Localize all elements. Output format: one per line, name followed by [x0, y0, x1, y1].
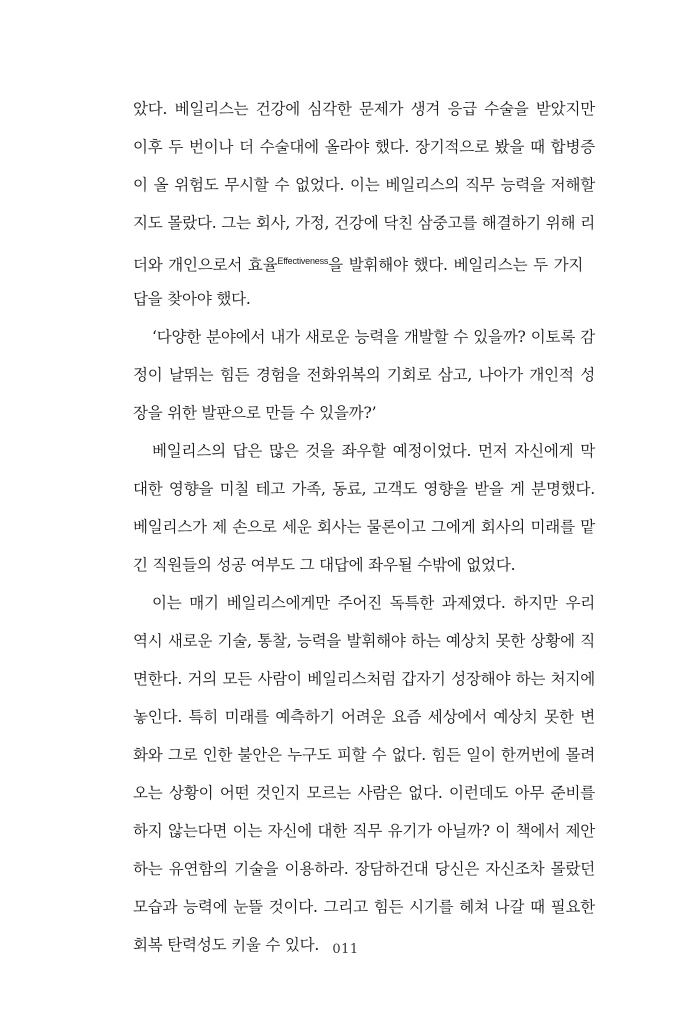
page-number: 011 — [332, 942, 359, 957]
text-segment: 더와 개인으로서 효율 — [133, 256, 278, 274]
text-segment: 을 발휘해야 했다. 베일리스는 두 가지 — [328, 256, 584, 274]
text-line: 이 올 위험도 무시할 수 없었다. 이는 베일리스의 직무 능력을 저해할 — [133, 176, 595, 194]
text-line: 이후 두 번이나 더 수술대에 올라야 했다. 장기적으로 봤을 때 합병증 — [133, 138, 595, 156]
text-line: 오는 상황이 어떤 것인지 모르는 사람은 없다. 이런데도 아무 준비를 — [133, 784, 595, 802]
text-line: 하는 유연함의 기술을 이용하라. 장담하건대 당신은 자신조차 몰랐던 — [133, 860, 595, 878]
text-line: 았다. 베일리스는 건강에 심각한 문제가 생겨 응급 수술을 받았지만 — [133, 100, 595, 118]
text-line: 장을 위한 발판으로 만들 수 있을까?’ — [133, 404, 377, 422]
text-line: 베일리스의 답은 많은 것을 좌우할 예정이었다. 먼저 자신에게 막 — [152, 442, 595, 460]
text-line: 면한다. 거의 모든 사람이 베일리스처럼 갑자기 성장해야 하는 처지에 — [133, 670, 595, 688]
text-line — [133, 242, 595, 280]
superscript-term: Effectiveness — [277, 256, 329, 266]
text-line: 지도 몰랐다. 그는 회사, 가정, 건강에 닥친 삼중고를 해결하기 위해 리 — [133, 214, 595, 232]
text-line: 베일리스가 제 손으로 세운 회사는 물론이고 그에게 회사의 미래를 맡 — [133, 518, 595, 536]
text-line: 긴 직원들의 성공 여부도 그 대답에 좌우될 수밖에 없었다. — [133, 556, 516, 574]
text-line: ‘다양한 분야에서 내가 새로운 능력을 개발할 수 있을까? 이토록 감 — [152, 328, 595, 346]
text-line: 대한 영향을 미칠 테고 가족, 동료, 고객도 영향을 받을 게 분명했다. — [133, 480, 595, 498]
body-text — [133, 90, 595, 964]
text-line: 모습과 능력에 눈뜰 것이다. 그리고 힘든 시기를 헤쳐 나갈 때 필요한 — [133, 898, 595, 916]
text-line: 놓인다. 특히 미래를 예측하기 어려운 요즘 세상에서 예상치 못한 변 — [133, 708, 595, 726]
text-line: 하지 않는다면 이는 자신에 대한 직무 유기가 아닐까? 이 책에서 제안 — [133, 822, 595, 840]
text-line: 답을 찾아야 했다. — [133, 290, 251, 308]
text-line: 역시 새로운 기술, 통찰, 능력을 발휘해야 하는 예상치 못한 상황에 직 — [133, 632, 595, 650]
text-line: 정이 날뛰는 힘든 경험을 전화위복의 기회로 삼고, 나아가 개인적 성 — [133, 366, 595, 384]
text-line: 회복 탄력성도 키울 수 있다. — [133, 936, 320, 954]
text-line: 이는 매기 베일리스에게만 주어진 독특한 과제였다. 하지만 우리 — [152, 594, 595, 612]
text-line: 화와 그로 인한 불안은 누구도 피할 수 없다. 힘든 일이 한꺼번에 몰려 — [133, 746, 595, 764]
